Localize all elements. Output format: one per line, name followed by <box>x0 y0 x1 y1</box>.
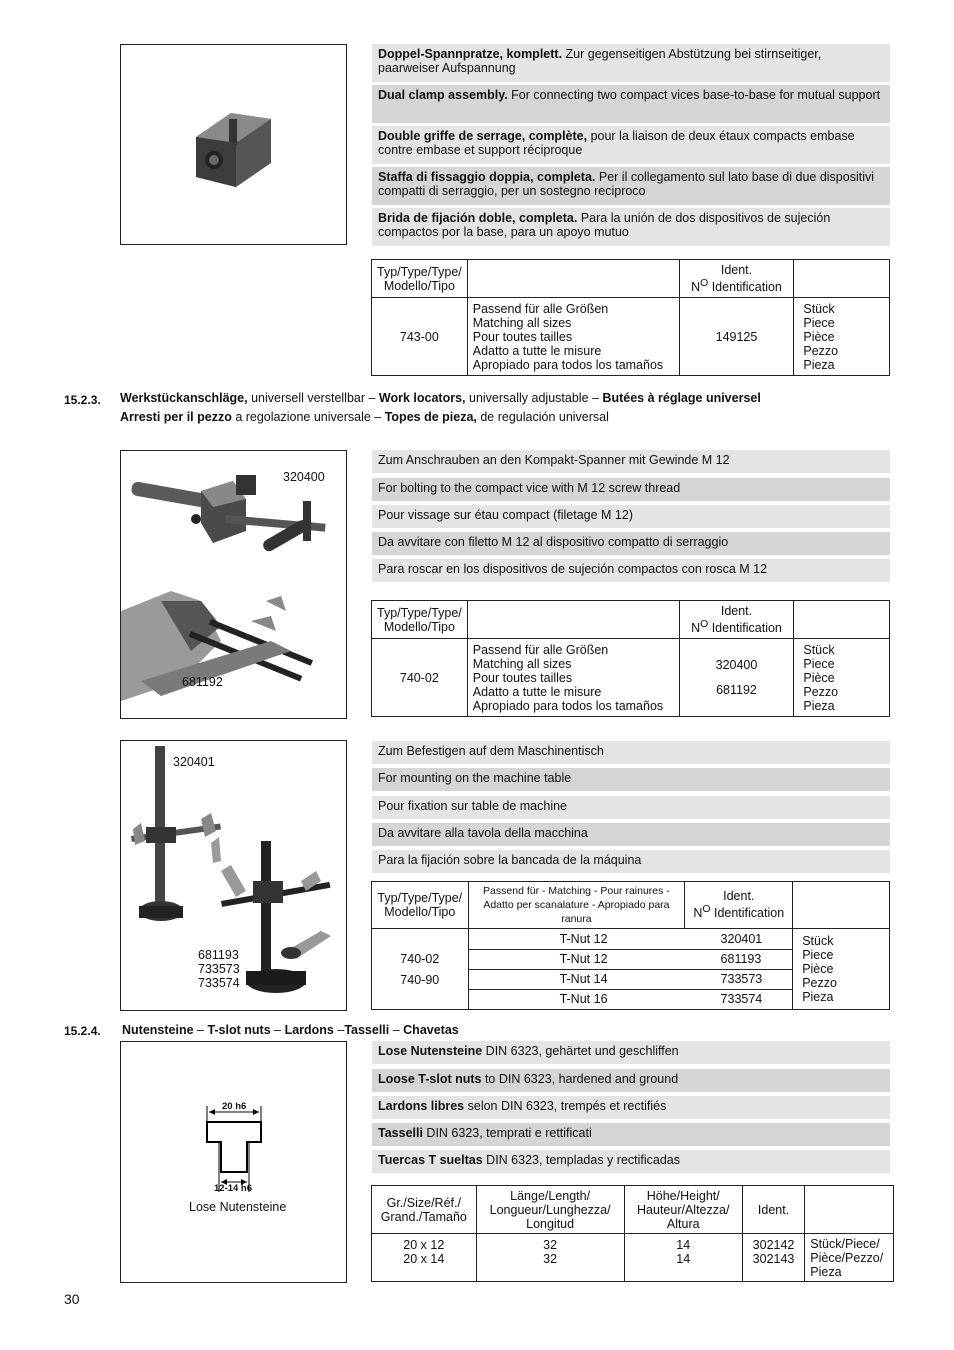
col-size-header: Gr./Size/Réf./ Grand./Tamaño <box>372 1186 477 1234</box>
part-label-320401: 320401 <box>173 755 215 769</box>
nut-bar-fr: Lardons libres selon DIN 6323, trempés et rectifiés <box>372 1096 890 1119</box>
ident-cell: 149125 <box>679 298 794 376</box>
table-bar-it: Da avvitare alla tavola della macchina <box>372 823 890 846</box>
tslot-nut-drawing <box>121 1042 346 1282</box>
slot-size: T-Nut 12 <box>469 949 699 969</box>
dim-width-label: 20 h6 <box>222 1101 247 1112</box>
slot-ident: 733573 <box>699 969 793 989</box>
type-cell: 743-00 <box>372 298 468 376</box>
slot-size: T-Nut 14 <box>469 969 699 989</box>
sizes-cell: Passend für alle Größen Matching all sizes Pour toutes tailles Adatto a tutte le misure Apropiado para todos los tamaños <box>467 639 679 717</box>
dual-clamp-image-frame <box>120 44 347 245</box>
table-bar-fr: Pour fixation sur table de machine <box>372 796 890 819</box>
slot-size: T-Nut 16 <box>559 992 608 1007</box>
dim-slot-label: 12-14 h6 <box>214 1183 253 1194</box>
col-ident-header: Ident. $N^O$ Identification <box>685 882 793 929</box>
page-number: 30 <box>64 1291 80 1307</box>
slot-ident: 733574 <box>720 992 763 1007</box>
desc-bar-it: Staffa di fissaggio doppia, completa. Per il collegamento sul lato base di due dispositivi compatti di serraggio, per un sostegno reciproco <box>372 167 890 205</box>
spec-table-740-90 <box>371 881 890 1010</box>
col-slot-header: Passend für - Matching - Pour rainures - Adatto per scanalature - Apropiado para ranura <box>468 882 685 929</box>
spec-table-740-02 <box>371 600 890 717</box>
col-type-header: Typ/Type/Type/ Modello/Tipo <box>372 601 468 639</box>
dual-clamp-picture <box>121 45 346 244</box>
unit-cell: Stück Piece Pièce Pezzo Pieza <box>794 298 890 376</box>
nut-bar-it: Tasselli DIN 6323, temprati e rettificati <box>372 1123 890 1146</box>
part-label-320400: 320400 <box>283 470 325 484</box>
col-type-header: Typ/Type/Type/ Modello/Tipo <box>372 260 468 298</box>
sizes-cell: Passend für alle Größen Matching all sizes Pour toutes tailles Adatto a tutte le misure Apropiado para todos los tamaños <box>467 298 679 376</box>
unit-cell: Stück Piece Pièce Pezzo Pieza <box>794 639 890 717</box>
tslot-nut-image-frame <box>120 1041 347 1283</box>
desc-bar-es: Brida de fijación doble, completa. Para la unión de dos dispositivos de sujeción compactos por la base, para un apoyo mutuo <box>372 208 890 246</box>
height-cell: 14 14 <box>624 1234 742 1282</box>
unit-cell: Stück Piece Pièce Pezzo Pieza <box>793 929 890 1010</box>
col-height-header: Höhe/Height/ Hauteur/Altezza/ Altura <box>624 1186 742 1234</box>
tslot-nut-caption: Lose Nutensteine <box>189 1200 287 1214</box>
unit-cell: Stück/Piece/ Pièce/Pezzo/ Pieza <box>805 1234 894 1282</box>
part-label-681192: 681192 <box>182 675 223 689</box>
col-length-header: Länge/Length/ Longueur/Lunghezza/ Longitud <box>476 1186 624 1234</box>
type-cell: 740-02 740-90 <box>372 929 469 1010</box>
mount-bar-de: Zum Anschrauben an den Kompakt-Spanner mit Gewinde M 12 <box>372 450 890 473</box>
size-cell: 20 x 12 20 x 14 <box>372 1234 477 1282</box>
mount-bar-fr: Pour vissage sur étau compact (filetage M 12) <box>372 505 890 528</box>
work-locator-image-frame <box>120 450 347 719</box>
slot-size: T-Nut 12 <box>469 929 699 949</box>
table-bar-en: For mounting on the machine table <box>372 768 890 791</box>
section-heading-1523: Werkstückanschläge, universell verstellbar – Work locators, universally adjustable – Butées à réglage universel Arresti per il pezzo a regolazione universale – Topes de pieza, de regulación universal <box>120 391 761 424</box>
section-heading-1524: Nutensteine – T-slot nuts – Lardons –Tasselli – Chavetas <box>122 1023 459 1037</box>
section-number-1524: 15.2.4. <box>64 1024 101 1038</box>
nut-bar-en: Loose T-slot nuts to DIN 6323, hardened and ground <box>372 1069 890 1092</box>
mount-bar-it: Da avvitare con filetto M 12 al dispositivo compatto di serraggio <box>372 532 890 555</box>
type-cell: 740-02 <box>372 639 468 717</box>
col-ident-header: Ident. <box>742 1186 804 1234</box>
ident-cell: 320400 681192 <box>679 639 794 717</box>
slot-ident: 320401 <box>699 929 793 949</box>
mount-bar-en: For bolting to the compact vice with M 12 screw thread <box>372 478 890 501</box>
slot-rows <box>468 929 793 1010</box>
desc-bar-de: Doppel-Spannpratze, komplett. Zur gegenseitigen Abstützung bei stirnseitiger, paarweiser Aufspannung <box>372 44 890 82</box>
part-labels-bottom: 681193 733573 733574 <box>198 948 240 990</box>
nut-bar-es: Tuercas T sueltas DIN 6323, templadas y rectificadas <box>372 1150 890 1173</box>
work-locator-picture <box>121 451 346 718</box>
col-ident-header: Ident. $N^O$ Identification <box>679 601 794 639</box>
desc-bar-fr: Double griffe de serrage, complète, pour la liaison de deux étaux compacts embase contre embase et support réciproque <box>372 126 890 164</box>
nut-bar-de: Lose Nutensteine DIN 6323, gehärtet und geschliffen <box>372 1041 890 1064</box>
col-type-header: Typ/Type/Type/ Modello/Tipo <box>372 882 469 929</box>
section-number-1523: 15.2.3. <box>64 393 101 407</box>
table-bar-es: Para la fijación sobre la bancada de la máquina <box>372 850 890 873</box>
spec-table-743 <box>371 259 890 376</box>
length-cell: 32 32 <box>476 1234 624 1282</box>
ident-cell: 302142 302143 <box>742 1234 804 1282</box>
slot-ident: 681193 <box>699 949 793 969</box>
mount-bar-es: Para roscar en los dispositivos de sujeción compactos con rosca M 12 <box>372 559 890 582</box>
table-bar-de: Zum Befestigen auf dem Maschinentisch <box>372 741 890 764</box>
spec-table-tslot-nuts <box>371 1185 894 1282</box>
col-ident-header: Ident. $N^O$ Identification <box>679 260 794 298</box>
desc-bar-en: Dual clamp assembly. For connecting two compact vices base-to-base for mutual support <box>372 85 890 123</box>
